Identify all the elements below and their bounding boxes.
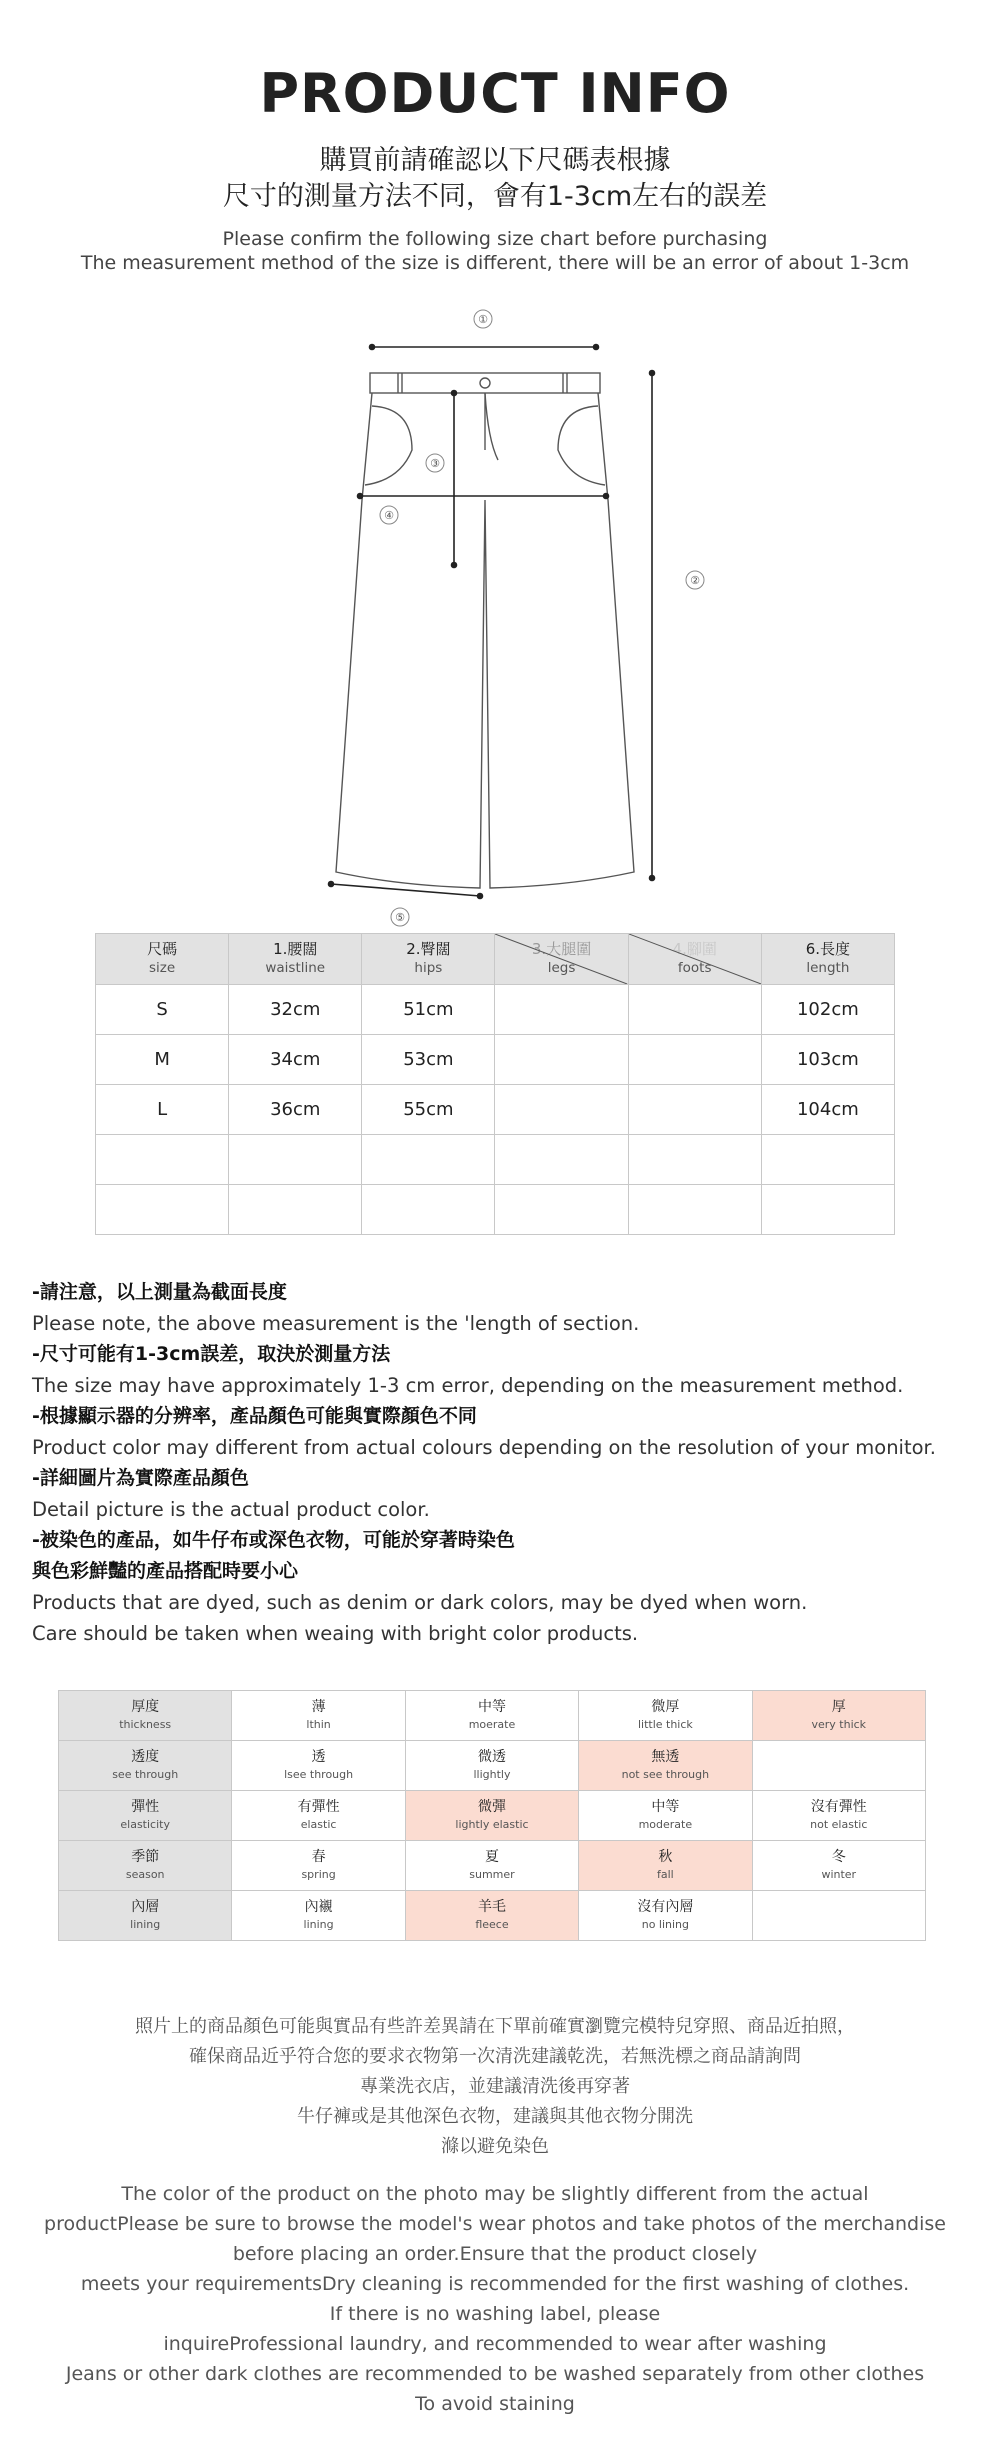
fabric-option xyxy=(232,1841,405,1891)
header-waistline: 1.腰闊 waistline xyxy=(229,934,362,985)
fabric-option-zh: 沒有內層 xyxy=(637,1898,694,1915)
fabric-option-zh: 厚 xyxy=(831,1698,846,1715)
fabric-category-zh: 厚度 xyxy=(131,1698,160,1715)
en-subtitle-line-1: Please confirm the following size chart before purchasing xyxy=(222,228,768,250)
fabric-option-en: summer xyxy=(469,1867,515,1881)
fabric-category-en: thickness xyxy=(119,1717,172,1731)
fabric-option-zh: 沒有彈性 xyxy=(810,1798,867,1815)
table-row xyxy=(96,1135,895,1185)
size-chart-table xyxy=(95,933,895,1235)
strike-line xyxy=(495,934,627,984)
marker-1 xyxy=(474,310,492,328)
fabric-option xyxy=(579,1691,752,1741)
note-heading: -尺寸可能有1-3cm誤差，取決於測量方法 xyxy=(32,1343,391,1365)
fabric-category-en: season xyxy=(125,1867,165,1881)
note-text: Detail picture is the actual product color. xyxy=(32,1498,430,1521)
fabric-option-zh: 微彈 xyxy=(477,1798,506,1815)
fabric-option-selected xyxy=(405,1891,578,1941)
fabric-category-en: elasticity xyxy=(120,1817,170,1831)
table-cell xyxy=(96,1135,229,1185)
note-text: Product color may different from actual colours depending on the resolution of your monitor. xyxy=(32,1436,936,1459)
table-cell xyxy=(362,1185,495,1235)
table-cell xyxy=(628,1185,761,1235)
disclaimer-line: If there is no washing label, please xyxy=(329,2303,661,2325)
fabric-option-zh: 有彈性 xyxy=(297,1798,340,1815)
fabric-option-zh: 羊毛 xyxy=(477,1898,506,1915)
strike-line xyxy=(629,934,761,984)
fabric-option-selected xyxy=(405,1791,578,1841)
svg-text:②: ② xyxy=(690,574,700,587)
note-heading: -根據顯示器的分辨率，產品顏色可能與實際顏色不同 xyxy=(32,1405,477,1427)
disclaimer-line: The color of the product on the photo may be slightly different from the actual xyxy=(121,2183,869,2205)
table-cell xyxy=(495,985,628,1035)
en-subtitle-line-2: The measurement method of the size is different, there will be an error of about 1-3cm xyxy=(80,252,910,274)
fabric-option-en: llightly xyxy=(473,1767,511,1781)
table-cell: S xyxy=(96,985,229,1035)
fabric-option xyxy=(405,1691,578,1741)
fabric-row xyxy=(59,1891,926,1941)
disclaimer-chinese xyxy=(0,2012,990,2162)
fabric-option-zh: 中等 xyxy=(477,1698,506,1715)
table-cell xyxy=(229,1135,362,1185)
table-row xyxy=(96,985,895,1035)
table-cell xyxy=(495,1035,628,1085)
marker-4 xyxy=(380,506,398,524)
header-length: 6.長度 length xyxy=(761,934,894,985)
disclaimer-line: Jeans or other dark clothes are recommended to be washed separately from other clothes xyxy=(65,2363,925,2385)
svg-text:③: ③ xyxy=(430,457,440,470)
fabric-option-zh: 無透 xyxy=(651,1748,680,1765)
disclaimer-line: 確保商品近乎符合您的要求衣物第一次清洗建議乾洗，若無洗標之商品請詢問 xyxy=(189,2046,801,2067)
table-cell: 32cm xyxy=(229,985,362,1035)
fabric-option xyxy=(752,1791,925,1841)
disclaimer-line: meets your requirementsDry cleaning is recommended for the first washing of clothes. xyxy=(80,2273,910,2295)
fabric-row xyxy=(59,1791,926,1841)
table-row xyxy=(96,1085,895,1135)
fabric-category xyxy=(59,1741,232,1791)
fabric-category-zh: 季節 xyxy=(131,1848,160,1865)
svg-text:①: ① xyxy=(478,313,488,326)
table-cell xyxy=(362,1135,495,1185)
measurement-lines xyxy=(329,345,655,899)
fabric-option-en: moerate xyxy=(468,1717,516,1731)
fabric-option xyxy=(232,1741,405,1791)
pants-measurement-diagram xyxy=(0,290,990,930)
table-cell: 34cm xyxy=(229,1035,362,1085)
note-text: Please note, the above measurement is the 'length of section. xyxy=(32,1312,640,1335)
fabric-option-en: lthin xyxy=(306,1717,331,1731)
fabric-option-selected xyxy=(579,1741,752,1791)
table-cell: 102cm xyxy=(761,985,894,1035)
fabric-option xyxy=(579,1791,752,1841)
fabric-option-en: lining xyxy=(303,1917,334,1931)
disclaimer-line: 照片上的商品顏色可能與實品有些許差異請在下單前確實瀏覽完模特兒穿照、商品近拍照， xyxy=(135,2016,855,2037)
table-row xyxy=(96,1035,895,1085)
table-cell xyxy=(495,1185,628,1235)
note-heading: 與色彩鮮豔的產品搭配時要小心 xyxy=(32,1560,299,1582)
table-cell: 55cm xyxy=(362,1085,495,1135)
fabric-option-en: little thick xyxy=(637,1717,693,1731)
fabric-option-zh: 內襯 xyxy=(304,1898,333,1915)
disclaimer-line: inquireProfessional laundry, and recommended to wear after washing xyxy=(163,2333,827,2355)
table-cell xyxy=(761,1135,894,1185)
table-cell xyxy=(495,1135,628,1185)
table-cell: 103cm xyxy=(761,1035,894,1085)
svg-text:④: ④ xyxy=(384,509,394,522)
fabric-row xyxy=(59,1741,926,1791)
note-heading: -被染色的產品，如牛仔布或深色衣物，可能於穿著時染色 xyxy=(32,1529,515,1551)
table-cell xyxy=(761,1185,894,1235)
fabric-option-zh: 夏 xyxy=(484,1848,499,1865)
fabric-option-en: moderate xyxy=(638,1817,693,1831)
fabric-option-en: no lining xyxy=(641,1917,690,1931)
marker-3 xyxy=(426,454,444,472)
page-title: PRODUCT INFO xyxy=(259,62,731,125)
table-cell xyxy=(628,985,761,1035)
fabric-category xyxy=(59,1691,232,1741)
fabric-option-en: elastic xyxy=(300,1817,337,1831)
table-cell: 51cm xyxy=(362,985,495,1035)
table-cell xyxy=(628,1035,761,1085)
header-size: 尺碼 size xyxy=(96,934,229,985)
marker-5 xyxy=(391,908,409,926)
fabric-row xyxy=(59,1841,926,1891)
fabric-option xyxy=(752,1841,925,1891)
fabric-option-zh: 微透 xyxy=(477,1748,506,1765)
fabric-option xyxy=(405,1841,578,1891)
fabric-option-en: not elastic xyxy=(810,1817,868,1831)
table-cell xyxy=(628,1135,761,1185)
fabric-category-en: lining xyxy=(130,1917,161,1931)
fabric-category-zh: 內層 xyxy=(131,1898,160,1915)
header-legs: 3.大腿圍 legs xyxy=(495,934,628,985)
note-heading: -詳細圖片為實際產品顏色 xyxy=(32,1467,249,1489)
disclaimer-line: 牛仔褲或是其他深色衣物，建議與其他衣物分開洗 xyxy=(297,2106,693,2127)
fabric-option xyxy=(232,1791,405,1841)
fabric-row xyxy=(59,1691,926,1741)
size-table-header-row xyxy=(96,934,895,985)
table-row xyxy=(96,1185,895,1235)
table-cell xyxy=(628,1085,761,1135)
fabric-option-en: lsee through xyxy=(284,1767,354,1781)
disclaimer-line: To avoid staining xyxy=(415,2393,575,2415)
fabric-option-zh: 透 xyxy=(311,1748,326,1765)
table-cell: 104cm xyxy=(761,1085,894,1135)
fabric-option-en: very thick xyxy=(811,1717,867,1731)
zh-subtitle-line-1: 購買前請確認以下尺碼表根據 xyxy=(319,145,671,176)
fabric-option-zh: 春 xyxy=(311,1848,326,1865)
disclaimer-line: before placing an order.Ensure that the product closely xyxy=(232,2243,758,2265)
table-cell xyxy=(495,1085,628,1135)
pants-outline-icon xyxy=(336,373,634,888)
zh-subtitle-line-2: 尺寸的測量方法不同，會有1-3cm左右的誤差 xyxy=(222,181,768,212)
fabric-option xyxy=(232,1691,405,1741)
fabric-option-selected xyxy=(579,1841,752,1891)
header-foots: 4.腳圍 foots xyxy=(628,934,761,985)
fabric-option-selected xyxy=(752,1691,925,1741)
fabric-category xyxy=(59,1791,232,1841)
fabric-option-zh: 中等 xyxy=(651,1798,680,1815)
fabric-option xyxy=(232,1891,405,1941)
fabric-option-zh: 薄 xyxy=(311,1698,326,1715)
note-text: Products that are dyed, such as denim or dark colors, may be dyed when worn. xyxy=(32,1591,808,1614)
fabric-category-en: see through xyxy=(112,1767,179,1781)
marker-2 xyxy=(686,571,704,589)
note-heading: -請注意，以上測量為截面長度 xyxy=(32,1281,287,1303)
fabric-category-zh: 透度 xyxy=(131,1748,160,1765)
fabric-option xyxy=(579,1891,752,1941)
table-cell: M xyxy=(96,1035,229,1085)
fabric-category-zh: 彈性 xyxy=(131,1798,160,1815)
fabric-option-en: spring xyxy=(301,1867,336,1881)
fabric-properties-table xyxy=(58,1690,926,1941)
fabric-option xyxy=(752,1891,925,1941)
fabric-category xyxy=(59,1891,232,1941)
table-cell xyxy=(96,1185,229,1235)
fabric-option-en: winter xyxy=(821,1867,857,1881)
disclaimer-line: 專業洗衣店，並建議清洗後再穿著 xyxy=(360,2076,630,2097)
disclaimer-line: 滌以避免染色 xyxy=(441,2136,549,2157)
fabric-option-en: fleece xyxy=(475,1917,509,1931)
fabric-option xyxy=(752,1741,925,1791)
fabric-option-zh: 冬 xyxy=(831,1848,846,1865)
svg-text:⑤: ⑤ xyxy=(395,911,405,924)
note-text: Care should be taken when weaing with bright color products. xyxy=(32,1622,639,1645)
fabric-option-en: lightly elastic xyxy=(455,1817,529,1831)
table-cell xyxy=(229,1185,362,1235)
disclaimer-line: productPlease be sure to browse the model's wear photos and take photos of the merchandise xyxy=(44,2213,946,2235)
note-text: The size may have approximately 1-3 cm error, depending on the measurement method. xyxy=(32,1374,904,1397)
table-cell: L xyxy=(96,1085,229,1135)
fabric-option-en: fall xyxy=(657,1867,674,1881)
disclaimer-english xyxy=(0,2179,990,2419)
fabric-option-en: not see through xyxy=(621,1767,710,1781)
fabric-option-zh: 微厚 xyxy=(651,1698,680,1715)
fabric-option-zh: 秋 xyxy=(658,1848,673,1865)
fabric-option xyxy=(405,1741,578,1791)
header-hips: 2.臀闊 hips xyxy=(362,934,495,985)
table-cell: 53cm xyxy=(362,1035,495,1085)
table-cell: 36cm xyxy=(229,1085,362,1135)
fabric-category xyxy=(59,1841,232,1891)
care-notes xyxy=(32,1277,972,1649)
